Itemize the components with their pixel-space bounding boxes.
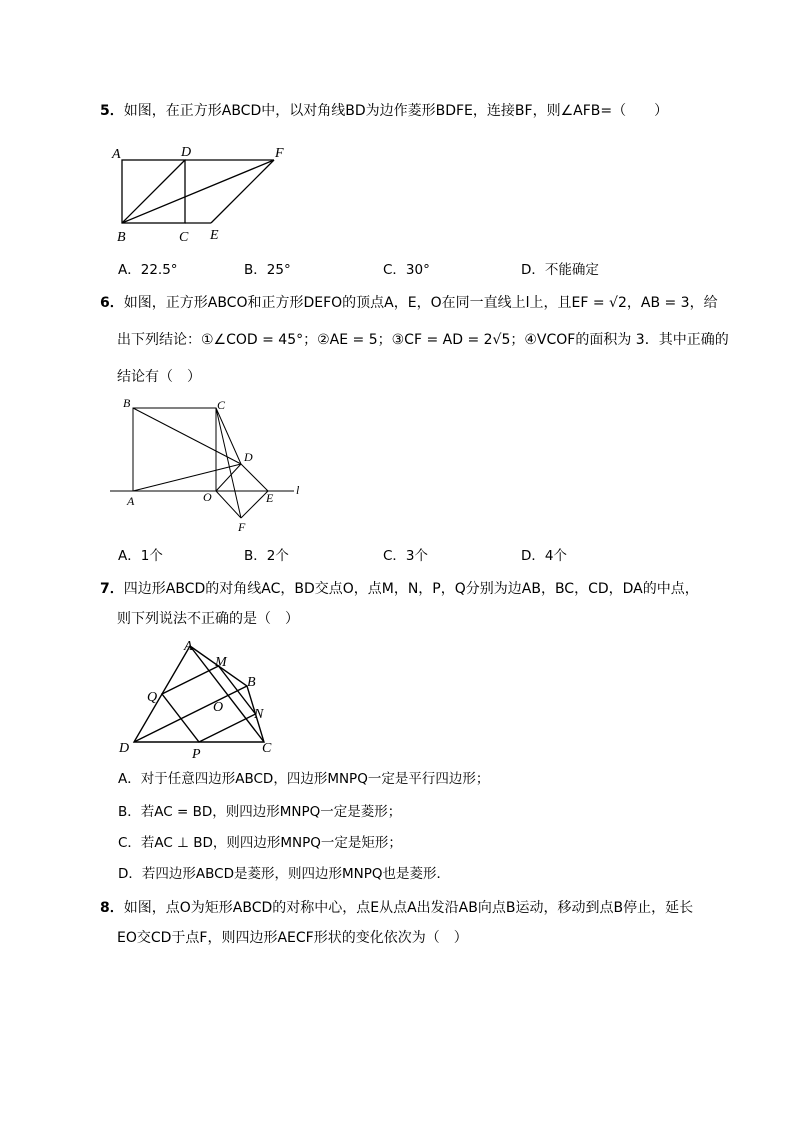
q5-label-D: D [181,145,192,160]
q6-line-1 [100,293,718,313]
q6-option-d: D．4个 [521,548,567,564]
q6-option-a: A．1个 [118,548,163,564]
q7-line1-text: 四边形ABCD的对角线AC，BD交点O，点M，N，P，Q分别为边AB，BC，CD，DA的中点， [123,581,699,597]
q7-label-B: B [247,675,256,690]
q6-figure [104,394,310,538]
q6-label-F: F [238,520,246,534]
q5-option-a: A．22.5° [118,262,178,278]
q6-line-3: 结论有（ ） [117,369,201,385]
q7-label-A: A [184,639,193,654]
q6-option-b: B．2个 [244,548,289,564]
q6-line-2: 出下列结论：①∠COD = 45°；②AE = 5；③CF = AD = 2√5；④VCOF的面积为 3．其中正确的 [117,332,729,348]
q6-option-c: C．3个 [383,548,429,564]
q6-label-A: A [127,494,135,508]
q5-label-A: A [112,147,121,162]
q6-label-D: D [244,450,253,464]
q5-option-d: D．不能确定 [521,262,599,278]
q7-line-1 [100,579,699,599]
q6-label-E: E [266,491,274,505]
q5-stem [100,101,668,121]
q5-stem-text: 如图，在正方形ABCD中，以对角线BD为边作菱形BDFE，连接BF，则∠AFB=（ ） [123,103,669,119]
q5-number: 5． [100,103,124,119]
q5-figure [108,140,298,248]
q7-label-M: M [215,655,227,670]
q5-label-F: F [275,146,284,161]
q8-line1-text: 如图，点O为矩形ABCD的对称中心，点E从点A出发沿AB向点B运动，移动到点B停止，延长 [123,900,694,916]
q7-label-P: P [192,747,201,758]
q5-label-B: B [117,230,126,245]
q5-label-C: C [179,230,189,245]
q6-label-l: l [296,483,300,497]
q6-label-O: O [203,490,212,504]
q7-option-d: D．若四边形ABCD是菱形，则四边形MNPQ也是菱形． [118,866,450,882]
q6-label-B: B [123,396,131,410]
q8-line-2: EO交CD于点F，则四边形AECF形状的变化依次为（ ） [117,930,468,946]
q6-line1-text: 如图，正方形ABCO和正方形DEFO的顶点A，E，O在同一直线上l上，且EF = √2，AB = 3，给 [123,295,718,311]
q7-label-C: C [262,741,272,756]
q7-option-a: A．对于任意四边形ABCD，四边形MNPQ一定是平行四边形； [118,771,490,787]
q7-number: 7． [100,581,124,597]
q7-label-Q: Q [147,690,158,705]
q6-label-C: C [217,398,226,412]
q7-label-N: N [254,707,264,722]
q7-option-b: B．若AC = BD，则四边形MNPQ一定是菱形； [118,804,402,820]
q5-option-b: B．25° [244,262,291,278]
q6-number: 6． [100,295,124,311]
q7-label-O: O [213,700,224,715]
q7-figure [114,636,280,758]
q8-number: 8． [100,900,124,916]
q8-line-1 [100,898,693,918]
q7-option-c: C．若AC ⊥ BD，则四边形MNPQ一定是矩形； [118,835,402,851]
q5-label-E: E [210,228,219,243]
q7-line-2: 则下列说法不正确的是（ ） [117,611,299,627]
q5-option-c: C．30° [383,262,430,278]
q7-label-D: D [119,741,130,756]
